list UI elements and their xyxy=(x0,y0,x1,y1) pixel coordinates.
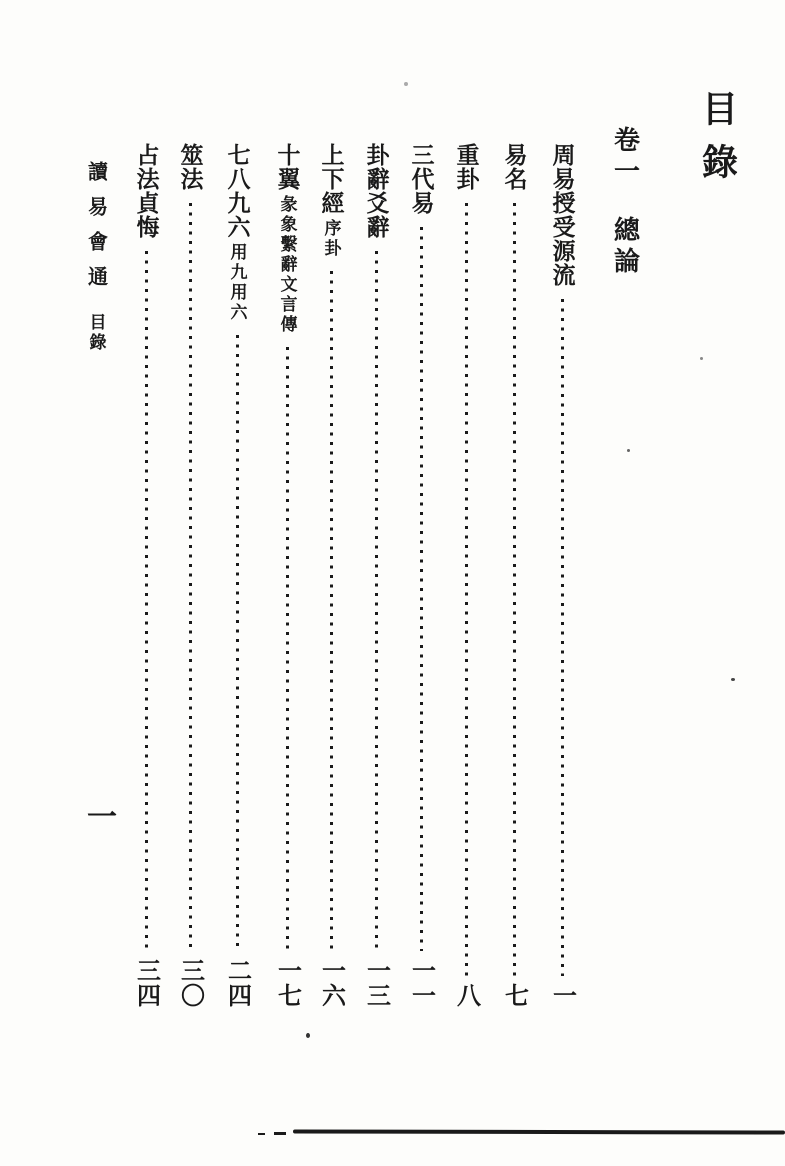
page-title: 目錄 xyxy=(697,90,738,196)
dotted-leader xyxy=(330,271,333,951)
dotted-leader xyxy=(189,203,192,951)
scan-speck xyxy=(731,678,735,681)
book-title: 讀易會通 xyxy=(84,161,107,301)
toc-entry xyxy=(130,143,162,1008)
toc-entry-title: 占法貞悔 xyxy=(133,143,159,239)
toc-entry xyxy=(450,143,482,1008)
toc-entry-title: 重卦 xyxy=(453,143,479,191)
running-section-label: 目錄 xyxy=(86,313,106,353)
toc-entry-page: 一 xyxy=(548,983,575,1008)
toc-entry-note: 序卦 xyxy=(321,219,341,259)
section-title: 總論 xyxy=(610,216,640,278)
page-edge-dash xyxy=(258,1133,265,1135)
folio-number: 一 xyxy=(87,801,117,834)
toc-entry-page: 一六 xyxy=(317,958,344,1008)
dotted-leader xyxy=(513,203,516,976)
section-heading xyxy=(607,126,643,278)
page-edge-line xyxy=(293,1129,785,1134)
toc-entry-page: 一三 xyxy=(362,958,389,1008)
toc-entry-title: 上下經 xyxy=(318,143,344,215)
toc-entry-page: 三〇 xyxy=(176,958,203,1008)
toc-entry-title: 周易授受源流 xyxy=(549,143,575,287)
toc-entry xyxy=(271,143,303,1008)
toc-entry-page: 一一 xyxy=(407,958,434,1008)
dotted-leader xyxy=(465,203,468,976)
toc-entry-page: 三四 xyxy=(132,958,159,1008)
scan-speck xyxy=(627,449,630,452)
dotted-leader xyxy=(286,347,289,951)
dotted-leader xyxy=(236,335,239,951)
toc-entry-note: 彖象繫辭文言傳 xyxy=(277,195,297,335)
dotted-leader xyxy=(420,227,423,951)
scan-speck xyxy=(306,1033,310,1038)
toc-entry xyxy=(498,143,530,1008)
toc-entry-title: 卦辭爻辭 xyxy=(363,143,389,239)
toc-entry-title: 三代易 xyxy=(408,143,434,215)
toc-entry-page: 八 xyxy=(452,983,479,1008)
toc-entry-title: 筮法 xyxy=(177,143,203,191)
dotted-leader xyxy=(145,251,148,951)
scan-speck xyxy=(404,82,408,86)
toc-entry-page: 一七 xyxy=(273,958,300,1008)
scan-speck xyxy=(700,357,703,360)
toc-entry-title: 七八九六 xyxy=(224,143,250,239)
toc-entry xyxy=(315,143,347,1008)
dotted-leader xyxy=(561,299,564,976)
toc-entry-title: 易名 xyxy=(501,143,527,191)
toc-entry-title: 十翼 xyxy=(274,143,300,191)
toc-entry xyxy=(174,143,206,1008)
dotted-leader xyxy=(375,251,378,951)
toc-entry-page: 二四 xyxy=(223,958,250,1008)
running-title xyxy=(82,161,110,353)
volume-label: 卷一 xyxy=(610,126,640,188)
toc-entry-note: 用九用六 xyxy=(227,243,247,323)
toc-entry xyxy=(546,143,578,1008)
toc-entry xyxy=(405,143,437,1008)
toc-entry xyxy=(360,143,392,1008)
toc-entry xyxy=(221,143,253,1008)
toc-entry-page: 七 xyxy=(500,983,527,1008)
page-edge-dash xyxy=(274,1132,286,1135)
